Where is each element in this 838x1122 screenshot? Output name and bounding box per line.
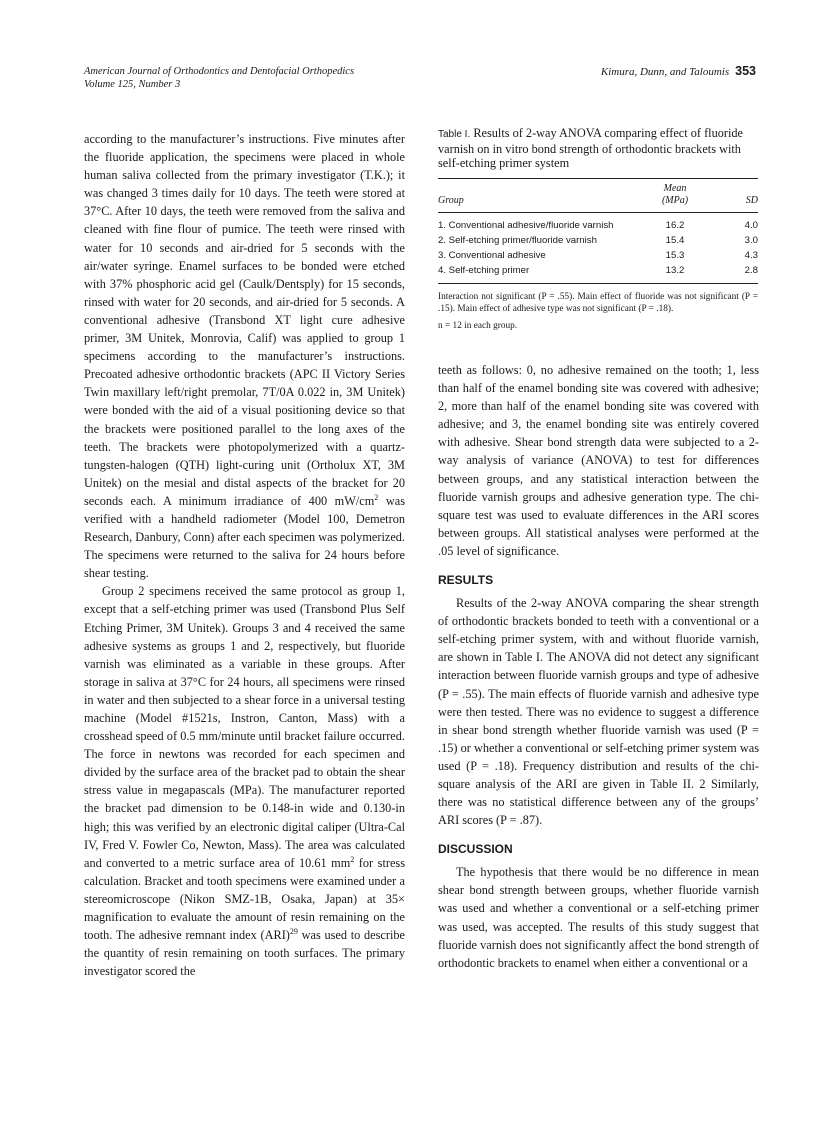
table-caption: Table I. Results of 2-way ANOVA comparing effect of fluoride varnish on in vitro bond strength of orthodontic brackets with self-etching primer system	[438, 126, 744, 170]
body-paragraph: teeth as follows: 0, no adhesive remained on the tooth; 1, less than half of the enamel bonding site was covered with adhesive; 2, more than half of the enamel bonding site was covered with adhesive; and 3, the enamel bonding site was entirely covered with adhesive. Shear bond strength data were subjected to a 2-way analysis of variance (ANOVA) to test for differences between groups, and any statistical interaction between the fluoride varnish groups and adhesive generation type. The chi-square test was used to evaluate differences in the ARI scores between groups. All statistical analyses were performed at the .05 level of significance.	[438, 363, 759, 558]
discussion-paragraph: The hypothesis that there would be no difference in mean shear bond strength between groups, whether fluoride varnish was used and whether a conventional or a self-etching primer was used, was accepted. The results of this study suggest that fluoride varnish does not significantly affect the bond strength of orthodontic brackets to enamel when either a conventional or a	[438, 865, 759, 970]
running-header-authors	[601, 64, 756, 78]
table-footnote: Interaction not significant (P = .55). Main effect of fluoride was not significant (P = .15). Main effect of adhesive type was not significant (P = .18).	[438, 292, 758, 314]
table-row: 2. Self-etching primer/fluoride varnish 15.4 3.0	[438, 235, 758, 246]
table-sample-size-note: n = 12 in each group.	[438, 321, 518, 331]
col-header-sd: SD	[745, 195, 758, 206]
table-label: Table I.	[438, 129, 471, 140]
running-header-journal	[84, 65, 354, 91]
left-column	[84, 130, 405, 980]
page-number: 353	[735, 64, 756, 78]
author-names: Kimura, Dunn, and Taloumis	[600, 66, 730, 78]
col-header-group: Group	[438, 195, 464, 206]
col-header-mean: Mean (MPa)	[661, 183, 689, 206]
section-heading-results: RESULTS	[438, 573, 494, 588]
right-column	[438, 361, 759, 972]
table-row: 4. Self-etching primer 13.2 2.8	[438, 265, 758, 276]
table-row: 1. Conventional adhesive/fluoride varnish 16.2 4.0	[438, 220, 758, 231]
results-paragraph: Results of the 2-way ANOVA comparing the shear strength of orthodontic brackets bonded to teeth with a conventional or a self-etching primer system, with and without fluoride varnish, are shown in Table I. The ANOVA did not detect any significant interaction between fluoride varnish groups and type of adhesive (P = .55). The main effects of fluoride varnish and adhesive type were then tested. There was no evidence to suggest a difference in shear bond strength whether fluoride varnish was used (P = .15) or whether a conventional or self-etching primer system was used (P = .18). Frequency distribution and results of the chi-square analysis of the ARI are given in Table II. 2 Similarly, there was no statistical difference between any of the groups’ ARI scores (P = .87).	[438, 596, 759, 828]
body-paragraph: Group 2 specimens received the same protocol as group 1, except that a self-etching primer was used (Transbond Plus Self Etching Primer, 3M Unitek). Groups 3 and 4 received the same adhesive systems as groups 1 and 2, respectively, but fluoride varnish was eliminated as a variable in these groups. After storage in saliva at 37°C for 24 hours, all specimens were rinsed in water and then subjected to a shear force in a universal testing machine (Model #1521s, Instron, Canton, Mass) with a crosshead speed of 0.5 mm/minute until bracket failure occurred. The force in newtons was recorded for each specimen and divided by the surface area of the bracket pad to obtain the shear stress value in megapascals (MPa). The manufacturer reported the bracket pad dimension to be 0.148-in wide and 0.130-in high; this was verified by an electronic digital caliper (Ultra-Cal IV, Fred V. Fowler Co, Newton, Mass). The area was calculated and converted to a metric surface area of 10.61 $mm^2$ for stress calculation. Bracket and tooth specimens were examined under a stereomicroscope (Nikon SMZ-1B, Osaka, Japan) at 35× magnification to evaluate the amount of resin remaining on the tooth. The adhesive remnant index (ARI)$^{29}$ was used to describe the quantity of resin remaining on tooth surfaces. The primary investigator scored the	[84, 584, 405, 979]
section-heading-discussion: DISCUSSION	[438, 842, 513, 857]
journal-volume: Volume 125, Number 3	[84, 79, 181, 90]
table-1	[438, 126, 758, 331]
journal-title: American Journal of Orthodontics and Dentofacial Orthopedics	[84, 66, 355, 77]
body-paragraph: according to the manufacturer’s instructions. Five minutes after the fluoride application, the specimens were placed in whole human saliva collected from the primary investigator (T.K.); it was changed 3 times daily for 10 days. The teeth were stored at 37°C. After 10 days, the teeth were removed from the saliva and cleaned with fine flour of pumice. The teeth were rinsed with water for 10 seconds and air-dried for 5 seconds with the air/water syringe. Enamel surfaces to be bonded were etched with 37% phosphoric acid gel (Caulk/Dentsply) for 15 seconds, rinsed with water for 20 seconds, and air-dried for 5 seconds. A conventional adhesive (Transbond XT light cure adhesive primer, 3M Unitek, Monrovia, Calif) was applied to group 1 specimens according to the manufacturer’s instructions. Precoated adhesive orthodontic brackets (APC II Victory Series Twin maxillary left/right premolar, 7T/0A 0.022 in, 3M Unitek) were bonded with the aid of a visual positioning device so that the brackets were positioned parallel to the long axes of the teeth. The brackets were photopolymerized with a quartz-tungsten-halogen (QTH) light-curing unit (Ortholux XT, 3M Unitek) on the mesial and distal aspects of the bracket for 20 seconds each. A minimum irradiance of 400 $mW/cm^2$ was verified with a handheld radiometer (Model 100, Demetron Research, Danbury, Conn) after each specimen was polymerized. The specimens were returned to the saliva for 24 hours before shear testing.	[84, 132, 405, 581]
table-row: 3. Conventional adhesive 15.3 4.3	[438, 250, 758, 261]
results-table	[438, 178, 758, 284]
